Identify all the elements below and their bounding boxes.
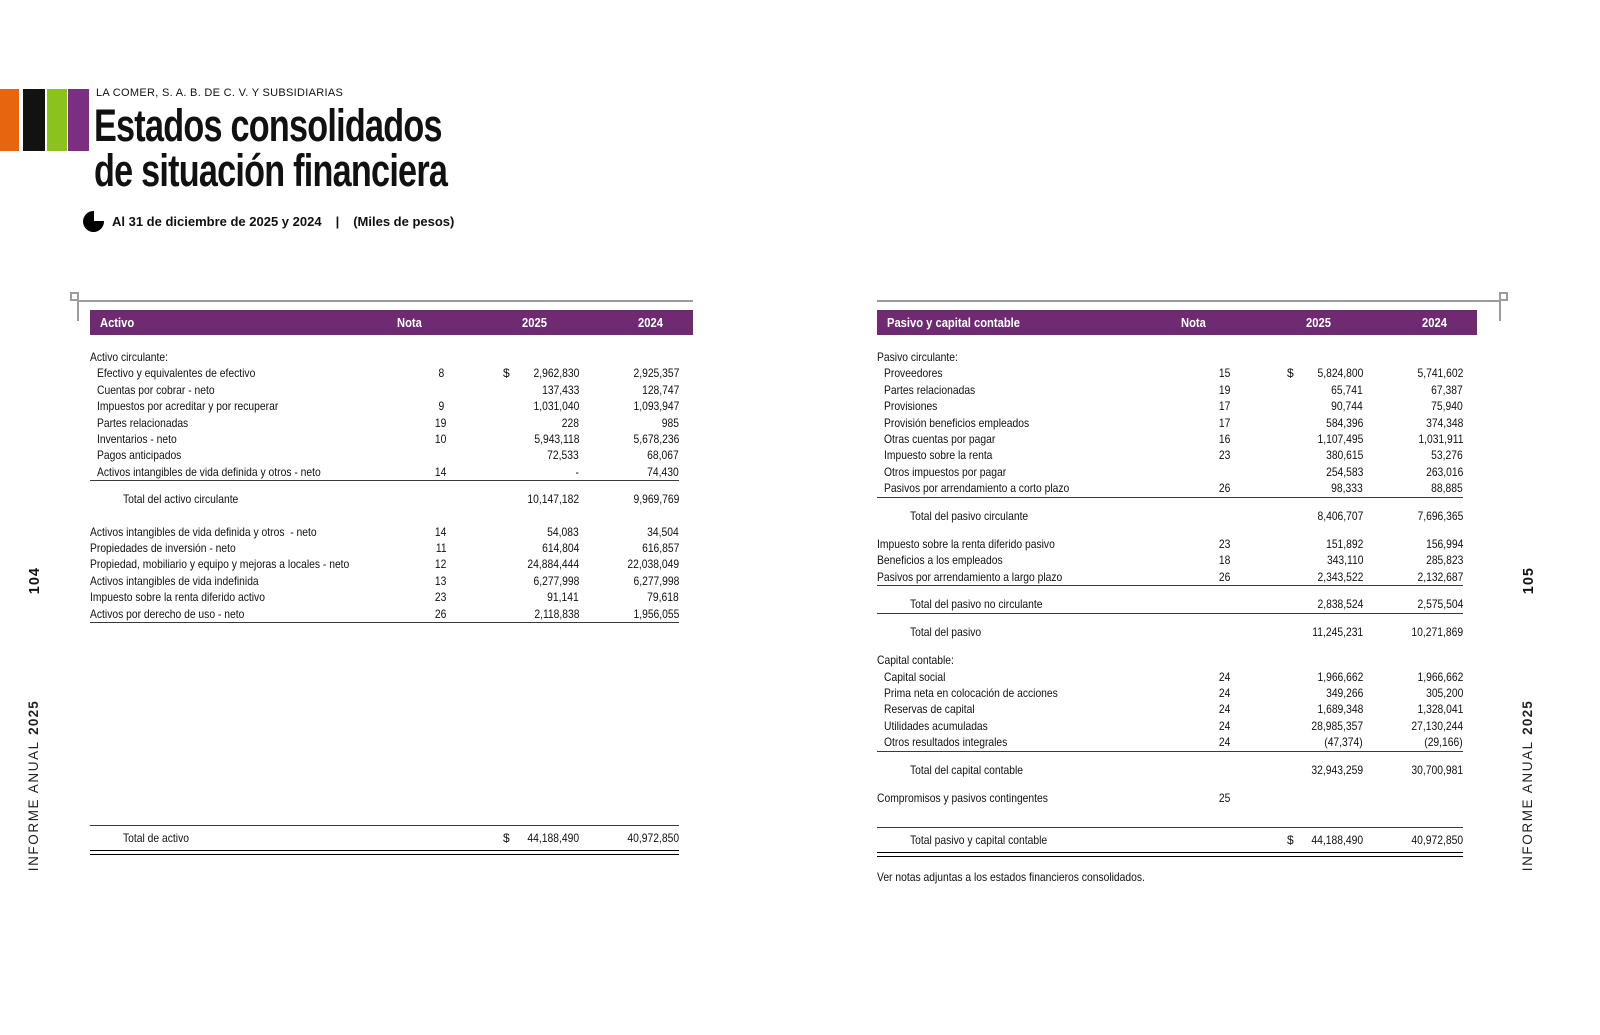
row-value-2025: 11,245,231 (1312, 624, 1363, 639)
row-label: Total pasivo y capital contable (910, 833, 1048, 848)
row-value-2025: (47,374) (1324, 735, 1363, 750)
row-label: Total de activo (123, 831, 189, 846)
row-value-2025: 1,689,348 (1317, 702, 1363, 717)
table-row (877, 447, 1463, 463)
table-row (877, 762, 1463, 778)
row-label: Impuesto sobre la renta (884, 448, 993, 463)
row-note-number (415, 382, 467, 398)
table-row (877, 718, 1463, 734)
row-note-number: 9 (438, 399, 444, 414)
row-value-2024: 263,016 (1425, 464, 1463, 479)
row-value-2025: $ 5,824,800 (1287, 366, 1363, 381)
row-value-2025: 614,804 (541, 541, 579, 556)
row-value-2024: 128,747 (641, 382, 679, 397)
row-value-2024: 22,038,049 (627, 557, 679, 572)
table-row (877, 569, 1463, 586)
column-header-2024: 2024 (638, 315, 663, 330)
table-row (877, 669, 1463, 685)
total-top-rule (90, 825, 679, 826)
row-note-number (1199, 349, 1251, 365)
page-number-right: 105 (1521, 567, 1537, 595)
row-label: Inventarios - neto (97, 432, 177, 447)
row-value-2025: 54,083 (547, 524, 579, 539)
row-value-2025: 137,433 (541, 382, 579, 397)
row-note-number (415, 349, 467, 365)
row-note-number: 13 (435, 573, 447, 588)
report-label-left (26, 700, 41, 871)
row-value-2025: 349,266 (1325, 685, 1363, 700)
row-value-2024: (29,166) (1424, 735, 1463, 750)
row-note-number: 26 (435, 606, 447, 621)
brand-block-orange (0, 89, 19, 151)
row-value-2025: 6,277,998 (533, 573, 579, 588)
row-note-number: 11 (435, 541, 447, 556)
table-row (90, 556, 679, 572)
row-note-number (1199, 596, 1251, 612)
brand-block-black (23, 89, 45, 151)
row-note-number: 26 (1219, 569, 1231, 584)
row-note-number (1199, 464, 1251, 480)
page-number-left: 104 (27, 567, 43, 595)
column-header-nota: Nota (396, 315, 422, 330)
subtitle-units: (Miles de pesos) (353, 214, 455, 229)
row-label: Impuesto sobre la renta diferido pasivo (877, 537, 1055, 552)
column-header-pasivo: Pasivo y capital contable (887, 315, 1020, 330)
row-value-2024: 53,276 (1431, 448, 1463, 463)
row-value-2025: $ 44,188,490 (1287, 833, 1363, 848)
row-label: Proveedores (884, 366, 943, 381)
row-note-number (415, 830, 467, 846)
row-value-2024: 374,348 (1425, 415, 1463, 430)
row-value-2025: 65,741 (1331, 382, 1363, 397)
row-note-number: 19 (1219, 382, 1231, 397)
row-value-2024: 1,093,947 (633, 399, 679, 414)
table-row (90, 573, 679, 589)
table-row (877, 415, 1463, 431)
row-label: Pasivos por arrendamiento a largo plazo (877, 569, 1063, 584)
row-note-number (1199, 652, 1251, 668)
row-note-number: 23 (435, 590, 447, 605)
row-label: Otras cuentas por pagar (884, 432, 996, 447)
row-value-2024: 2,132,687 (1417, 569, 1463, 584)
row-value-2025: 90,744 (1331, 399, 1363, 414)
row-value-2025: 24,884,444 (527, 557, 579, 572)
currency-symbol: $ (503, 831, 510, 846)
row-label: Total del activo circulante (123, 492, 239, 507)
total-double-rule (90, 850, 679, 855)
report-label-text: INFORME ANUAL (26, 740, 41, 872)
row-label: Pagos anticipados (97, 448, 182, 463)
table-row (877, 464, 1463, 480)
row-value-2025: 380,615 (1325, 448, 1363, 463)
row-value-2024: 2,925,357 (633, 366, 679, 381)
row-value-2024: 1,328,041 (1417, 702, 1463, 717)
row-label: Provisiones (884, 399, 938, 414)
row-label: Activos intangibles de vida definida y otros - neto (90, 524, 317, 539)
table-row (877, 596, 1463, 613)
row-value-2024: 10,271,869 (1411, 624, 1463, 639)
row-note-number (1199, 508, 1251, 524)
row-value-2025: $ 2,962,830 (503, 366, 579, 381)
row-value-2025: 151,892 (1325, 537, 1363, 552)
corner-mark-box (1499, 292, 1508, 301)
brand-block-purple (68, 89, 89, 151)
footnote: Ver notas adjuntas a los estados financieros consolidados. (877, 869, 1145, 884)
row-value-2024: 74,430 (647, 464, 679, 479)
table-row (877, 536, 1463, 552)
row-value-2025: 584,396 (1325, 415, 1363, 430)
row-value-2024: 1,956,055 (633, 606, 679, 621)
row-note-number: 24 (1219, 718, 1231, 733)
row-value-2025: 2,118,838 (533, 606, 579, 621)
table-row (877, 508, 1463, 524)
currency-symbol: $ (1287, 833, 1294, 848)
row-label: Beneficios a los empleados (877, 553, 1003, 568)
page-title-line2: de situación financiera (94, 145, 448, 196)
table-row (877, 480, 1463, 497)
row-value-2025: $ 44,188,490 (503, 831, 579, 846)
liabilities-table-body (877, 349, 1477, 857)
table-row (90, 365, 679, 381)
row-note-number: 14 (435, 524, 447, 539)
row-label: Impuestos por acreditar y por recuperar (97, 399, 279, 414)
disc-bullet-icon (83, 211, 104, 232)
row-label: Prima neta en colocación de acciones (884, 685, 1058, 700)
row-value-2025: 1,966,662 (1317, 669, 1363, 684)
row-value-2025: 2,838,524 (1317, 597, 1363, 612)
row-note-number (1199, 762, 1251, 778)
row-value-2025: 8,406,707 (1317, 508, 1363, 523)
table-header-row (90, 310, 693, 335)
row-value-2024: 305,200 (1425, 685, 1463, 700)
table-row (90, 431, 679, 447)
row-value-2024: 2,575,504 (1417, 597, 1463, 612)
corner-mark-line (77, 300, 79, 321)
table-row (877, 624, 1463, 640)
row-label: Pasivo circulante: (877, 350, 958, 364)
row-value-2025: 98,333 (1331, 481, 1363, 496)
row-label: Compromisos y pasivos contingentes (877, 790, 1048, 805)
row-value-2024: 616,857 (641, 541, 679, 556)
row-value-2024: 68,067 (647, 448, 679, 463)
row-value-2024: 9,969,769 (633, 492, 679, 507)
table-row (877, 832, 1463, 848)
table-row (90, 382, 679, 398)
table-row (877, 652, 1463, 668)
row-value-2024: 7,696,365 (1417, 508, 1463, 523)
row-note-number: 17 (1219, 399, 1231, 414)
row-label: Total del pasivo no circulante (910, 597, 1043, 612)
table-row (90, 464, 679, 481)
table-row (90, 830, 679, 846)
table-row (90, 398, 679, 414)
row-note-number: 23 (1219, 537, 1231, 552)
row-note-number (1199, 624, 1251, 640)
row-note-number: 26 (1219, 481, 1231, 496)
row-note-number: 17 (1219, 415, 1231, 430)
table-row (877, 685, 1463, 701)
row-value-2024: 156,994 (1425, 537, 1463, 552)
row-label: Partes relacionadas (884, 382, 976, 397)
table-row (877, 382, 1463, 398)
row-value-2025: 254,583 (1325, 464, 1363, 479)
row-value-2025: 1,031,040 (533, 399, 579, 414)
subtitle-date: Al 31 de diciembre de 2025 y 2024 (112, 214, 322, 229)
row-label: Capital social (884, 669, 946, 684)
column-header-2024: 2024 (1422, 315, 1447, 330)
row-note-number: 24 (1219, 669, 1231, 684)
table-row (877, 701, 1463, 717)
row-value-2024: 40,972,850 (627, 831, 679, 846)
row-value-2025: 28,985,357 (1311, 718, 1363, 733)
report-year-text: 2025 (26, 700, 41, 735)
subtitle-separator: | (335, 214, 340, 229)
row-label: Activos intangibles de vida indefinida (90, 573, 259, 588)
row-label: Otros resultados integrales (884, 735, 1008, 750)
total-double-rule (877, 852, 1463, 857)
row-label: Total del capital contable (910, 762, 1024, 777)
row-note-number (415, 447, 467, 463)
row-value-2024 (1363, 652, 1463, 668)
row-value-2025: - (575, 464, 579, 479)
row-label: Activo circulante: (90, 350, 169, 364)
row-value-2024 (1363, 349, 1463, 365)
report-label-text: INFORME ANUAL (1520, 740, 1535, 872)
row-value-2024: 27,130,244 (1411, 718, 1463, 733)
table-top-rule (77, 300, 693, 302)
row-value-2025: 2,343,522 (1317, 569, 1363, 584)
row-value-2025: 10,147,182 (527, 492, 579, 507)
row-value-2025: 91,141 (547, 590, 579, 605)
row-label: Utilidades acumuladas (884, 718, 988, 733)
row-value-2024: 1,966,662 (1417, 669, 1463, 684)
row-note-number: 14 (435, 464, 447, 479)
column-header-2025: 2025 (522, 315, 547, 330)
row-value-2025 (1251, 349, 1363, 365)
row-note-number: 19 (435, 415, 447, 430)
row-note-number: 25 (1219, 790, 1231, 805)
table-row (90, 447, 679, 463)
table-row (90, 491, 679, 507)
row-value-2024: 285,823 (1425, 553, 1463, 568)
row-value-2024 (1363, 790, 1463, 806)
subtitle (83, 211, 454, 232)
company-name: LA COMER, S. A. B. DE C. V. Y SUBSIDIARIAS (96, 87, 344, 99)
assets-table (90, 300, 693, 855)
currency-symbol: $ (503, 366, 510, 381)
row-label: Activos intangibles de vida definida y otros - neto (97, 464, 321, 479)
corner-mark-line (1499, 300, 1501, 321)
column-header-nota: Nota (1180, 315, 1206, 330)
column-header-activo: Activo (100, 315, 135, 330)
table-header-row (877, 310, 1477, 335)
currency-symbol: $ (1287, 366, 1294, 381)
row-value-2024 (579, 349, 679, 365)
table-row (90, 589, 679, 605)
corner-mark-box (70, 292, 79, 301)
table-row (877, 734, 1463, 751)
row-label: Pasivos por arrendamiento a corto plazo (884, 481, 1070, 496)
row-value-2024: 1,031,911 (1417, 432, 1463, 447)
row-value-2025: 5,943,118 (533, 432, 579, 447)
table-row (877, 365, 1463, 381)
row-value-2025: 343,110 (1326, 553, 1363, 568)
page-title (94, 100, 448, 196)
row-label: Propiedades de inversión - neto (90, 541, 236, 556)
liabilities-equity-table (877, 300, 1477, 884)
report-label-right (1520, 700, 1535, 871)
row-note-number: 10 (435, 432, 447, 447)
row-value-2025 (1251, 652, 1363, 668)
table-top-rule (877, 300, 1501, 302)
brand-color-strip (0, 89, 89, 151)
row-value-2025 (467, 349, 579, 365)
table-row (90, 349, 679, 365)
row-note-number: 16 (1219, 432, 1231, 447)
row-label: Total del pasivo circulante (910, 508, 1029, 523)
row-note-number (415, 491, 467, 507)
table-row (90, 415, 679, 431)
row-value-2025: 1,107,495 (1317, 432, 1363, 447)
row-label: Activos por derecho de uso - neto (90, 606, 245, 621)
row-value-2024: 30,700,981 (1411, 762, 1463, 777)
table-row (877, 431, 1463, 447)
table-row (90, 540, 679, 556)
table-row (877, 552, 1463, 568)
row-note-number: 24 (1219, 702, 1231, 717)
row-value-2024: 40,972,850 (1411, 833, 1463, 848)
row-value-2025: 228 (561, 415, 579, 430)
row-label: Capital contable: (877, 653, 954, 668)
row-label: Propiedad, mobiliario y equipo y mejoras a locales - neto (90, 557, 350, 572)
row-value-2024: 34,504 (647, 524, 679, 539)
row-label: Partes relacionadas (97, 415, 189, 430)
row-value-2024: 67,387 (1431, 382, 1463, 397)
row-note-number: 23 (1219, 448, 1231, 463)
row-value-2024: 6,277,998 (633, 573, 679, 588)
row-label: Otros impuestos por pagar (884, 464, 1007, 479)
row-label: Total del pasivo (910, 624, 982, 639)
report-year-text: 2025 (1520, 700, 1535, 735)
row-value-2024: 88,885 (1431, 481, 1463, 496)
assets-table-body (90, 349, 693, 855)
row-label: Impuesto sobre la renta diferido activo (90, 590, 265, 605)
row-note-number: 24 (1219, 735, 1231, 750)
brand-block-green (47, 89, 67, 151)
row-label: Efectivo y equivalentes de efectivo (97, 366, 256, 381)
table-row (90, 524, 679, 540)
row-value-2025: 32,943,259 (1311, 762, 1363, 777)
row-value-2025 (1251, 790, 1363, 806)
table-row (90, 606, 679, 623)
row-label: Provisión beneficios empleados (884, 415, 1030, 430)
row-note-number: 18 (1219, 553, 1231, 568)
row-label: Cuentas por cobrar - neto (97, 382, 215, 397)
row-note-number: 12 (435, 557, 447, 572)
row-value-2024: 5,741,602 (1417, 366, 1463, 381)
row-note-number: 24 (1219, 685, 1231, 700)
total-top-rule (877, 827, 1463, 828)
table-row (877, 349, 1463, 365)
table-row (877, 790, 1463, 806)
row-value-2024: 985 (661, 415, 679, 430)
row-value-2024: 5,678,236 (633, 432, 679, 447)
table-row (877, 398, 1463, 414)
row-note-number: 15 (1219, 366, 1231, 381)
column-header-2025: 2025 (1306, 315, 1331, 330)
row-note-number (1199, 832, 1251, 848)
row-note-number: 8 (438, 366, 444, 381)
row-value-2024: 75,940 (1431, 399, 1463, 414)
page-title-line1: Estados consolidados (94, 100, 442, 151)
row-value-2025: 72,533 (547, 448, 579, 463)
row-value-2024: 79,618 (647, 590, 679, 605)
row-label: Reservas de capital (884, 702, 975, 717)
